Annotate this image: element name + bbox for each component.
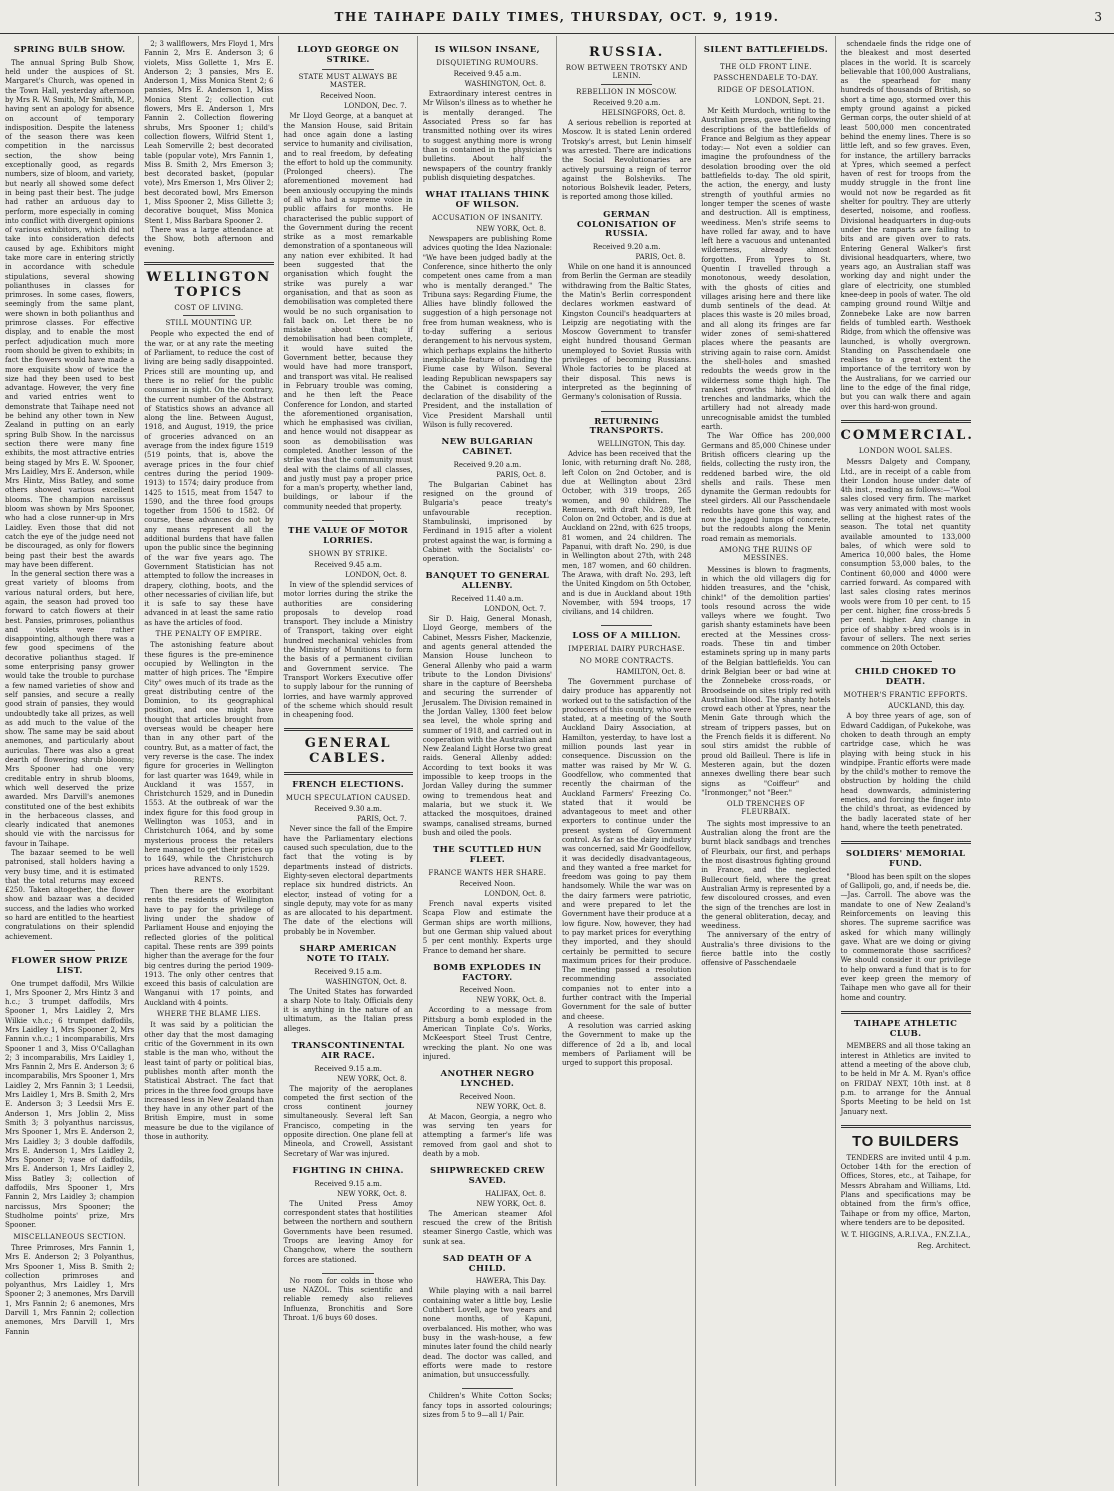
article-body: schendaele finds the ridge one of the bleakest and most deserted places in the world. It is scarcely believable that 100,000 Australians, as the spearhead for many hundreds of thousands of British, so short a time ago, stormed over this empty ground against a picked German corps, the outer shield of at least 500,000 men concentrated behind the enemy lines. There is so little left, and so few graves. Even, for instance, the artillery barracks at Ypres, which seemed a perfect haven of rest for troops from the muddy struggle in the front line would not now be regarded as fit shelter for poultry. They are utterly deserted, noisome, and roofless. Divisional headquarters in dug-outs under the ramparts are failing to bits and are given over to rats. Entering General Walker's first divisional headquarters, where, two years ago, an Australian staff was working day and night under the glare of electricity, one stumbled knee-deep in pools of water. The old camping ground round Wiltje and Zonnebeke Lake are now barren fields of tumbled earth. Westhoek Ridge, from which the offensive was launched, is wholly overgrown. Standing on Passchendaele one realises to a great extent the importance of the territory won by the Australians, for we carried our line to the edge of the final ridge, but you can walk there and again over this hard-won ground. [840,40,971,411]
article-body: Sir D. Haig, General Monash, Lloyd George, members of the Cabinet, Messrs Fisher, Mackenzie, and agents general attended the Mansion House luncheon to General Allenby who paid a warm tribute to the London Divisions' share in the capture of Beersheba and securing the surrender of Jerusalem. The Division remained in the Jordan Valley, 1300 feet below sea level, the whole spring and summer of 1918, and carried out in cooperation with the Australian and New Zealand Light Horse two great raids. General Allenby added: According to text books it was impossible to keep troops in the Jordan Valley during the summer owing to tremendous heat and malaria, but we stuck it. We attacked the mosquitoes, drained swamps, canalised streams, burned bush and oiled the pools. [422,615,552,837]
subheading: REBELLION IN MOSCOW. [576,87,678,96]
subheading: STATE MUST ALWAYS BE MASTER. [298,72,398,89]
dateline: HELSINGFORS, Oct. 8. [601,109,686,118]
signature-title: Reg. Architect. [917,1242,971,1251]
received-time: Received 9.45 a.m. [314,561,382,569]
dateline: PARIS, Oct. 7. [356,815,407,824]
received-time: Received 9.15 a.m. [314,1064,382,1073]
divider [322,1273,374,1274]
article-body: Mr Lloyd George, at a banquet at the Mansion House, said Britain had once again done a lasting service to humanity and civilisation, and to real freedom, by defeating the effort to hold up the community. (Prolonged cheers). The aforementioned movement had been anxiously occupying the minds of all who had a supreme voice in public affairs for months. He characterised the public support of the Government during the recent strike as a most remarkable demonstration of a spontaneous will any nation ever exhibited. It had been suggested that the organisation which fought the strike was purely a war organisation, and that as soon as demobilisation was completed there would be no such organisation to fall back on. Let there be no mistake about that; if demobilisation had been complete, it would have suited the Government better, because they would have had more transport, and transport was vital. He realised in February trouble was coming, and he then left the Peace Conference for London, and started the aforementioned organisation, which he emphasised was civilian, and hence would not disappear as soon as demobilisation was completed. Another lesson of the strike was that the community must deal with the claims of all classes, and justly must pay a proper price for a man's property, whether land, buildings, or labour if the community needed that property. [283,112,413,511]
subheading: ROW BETWEEN TROTSKY AND LENIN. [565,63,688,81]
received-time: Received 9.20 a.m. [592,243,661,252]
article-prize-list-cont [144,40,273,254]
subheading: THE PENALTY OF EMPIRE. [155,629,263,638]
article-body: People who expected the end of the war, or at any rate the meeting of Parliament, to reduce the cost of living are being sadly disappointed. Prices still are mounting up, and there is no relief for the public consumer in sight. On the contrary, the current number of the Abstract of Statistics shows an advance all along the line. Between August, 1918, and August, 1919, the price of groceries advanced on an average from the index figure 1519 (519 points, that is, above the average prices in the four chief centres during the period 1909-1913) to 1574; dairy produce from 1425 to 1515, meat from 1547 to 1590, and the three food groups together from 1506 to 1582. Of course, these advances do not by any means represent all the additional burdens that have fallen upon the public since the beginning of the war five years ago. The Government Statistician has not attempted to follow the increases in drapery, clothing, boots, and the other necessaries of civilian life, but it is safe to say these have advanced in at least the same ratio as have the articles of food. [144,330,274,627]
subheading: STILL MOUNTING UP. [165,319,253,328]
dateline: LONDON, Sept. 21. [754,96,825,105]
article-body: TENDERS are invited until 4 p.m. October 14th for the erection of Offices, Stores, etc., at Taihape, for Messrs Abraham and Williams, Ltd. Plans and specifications may be obtained from the firm's office, Taihape or from my office, Marton, where tenders are to be deposited. [840,1153,971,1227]
headline: SAD DEATH OF A CHILD. [442,1253,532,1274]
received-time: Received Noon. [320,92,377,101]
headline: CHILD CHOKED TO DEATH. [855,667,957,688]
received-time: Received Noon. [459,1092,516,1101]
column-3 [279,36,418,1486]
advertisement-to-builders [841,1133,971,1250]
article-body: Then there are the exorbitant rents the residents of Wellington have to pay for the privilege of living under the shadow of Parliament House and enjoying the reflected glories of the political capital. These rents are 399 points higher than the average for the four big centres during the period 1909-1913. The only other centres that exceed this basis of calculation are Wanganui with 17 points, and Auckland with 4 points. [144,887,274,1007]
subheading: FRANCE WANTS HER SHARE. [428,868,547,877]
dateline: WELLINGTON, This day. [597,440,686,449]
article-german-colonisation [562,211,691,403]
divider [284,772,413,775]
dateline: LONDON, Oct. 8. [484,890,546,899]
divider [183,315,235,316]
subheading: NO MORE CONTRACTS. [579,656,674,665]
subheading: SHOWN BY STRIKE. [308,549,388,558]
divider [284,728,413,731]
headline: SILENT BATTLEFIELDS. [703,45,829,55]
article-italians [423,191,552,430]
article-body: The American steamer Afol rescued the crew of the British steamer Sinergo Castle, which was sunk at sea. [422,1209,552,1246]
article-body: 2; 3 wallflowers, Mrs Floyd 1, Mrs Fannin 2, Mrs E. Anderson 3; 6 violets, Miss Gollette 1, Mrs E. Anderson 2; 3 pansies, Mrs E. Anderson 1, Miss Monica Stent 2; 6 pansies, Mrs E. Anderson 1, Miss Monica Stent 2; collection cut flowers, Mrs E. Anderson 1, Mrs Fannin 2. Collection flowering shrubs, Mrs Spooner 1; child's collection flowers, Wilfrid Stent 1, Leah Somerville 2; best decorated table (popular vote), Mrs Fannin 1, Miss B. Smith 2, Mrs Emerson 3; best decorated basket, (popular vote), Mrs Emerson 1, Mrs Oliver 2; best decorated bowl, Mrs Emerson 1, Miss Spooner 2, Miss Gillette 3; decorative bouquet, Miss Monica Stent 1, Miss Barbara Spooner 2. [144,40,274,225]
article-body: Mr Keith Murdoch, writing to the Australian press, gave the following descriptions of the battlefields of France and Belgium as they appear today:— Not even a soldier can imagine the profoundness of the desolation brooding over the old battlefields to-day. The old spirit, the action, the energy, and lusty strength of youthful armies no longer temper the scenes of waste and destruction. All is emptiness, weediness. Men's strife seems to have rolled far away, and to have left here a vacuous and untenanted wilderness, already almost forgotten. From Ypres to St. Quentin I travelled through a monotonous, weedy desolation, with the ghosts of cities and villages arising here and there like dumb sentinels of the dead. At places this waste is 20 miles broad, and all along its fringes are far wider zones of semi-shattered places where the peasants are striving again to raise corn. Amidst the shell-holes and smashed redoubts the weeds grow in the wilderness some thigh high. The rankest growths hide the old trenches and landmarks, which the artillery had not already made unrecognisable amidst the tumbled earth. [701,106,831,432]
headline: LOSS OF A MILLION. [572,631,681,642]
dateline: PARIS, Oct. 8. [496,470,546,479]
headline: BANQUET TO GENERAL ALLENBY. [425,571,550,592]
headline: ANOTHER NEGRO LYNCHED. [440,1069,535,1089]
divider [44,950,96,951]
article-hun-fleet [423,846,552,956]
subheading: DISQUIETING RUMOURS. [436,58,539,67]
headline: BOMB EXPLODES IN FACTORY. [433,962,542,983]
article-body: Three Primroses, Mrs Fannin 1, Mrs E. Anderson 2; 3 Polyanthus, Mrs Spooner 1, Miss B. Smith 2; collection primroses and polyanthus, Mrs Laidley 1, Mrs Spooner 2; 3 anemones, Mrs Darvill 1, Mrs Fannin 2; 6 anemones, Mrs Darvill 1, Mrs Fannin 2; collection anemones, Mrs Darvill 1, Mrs Fannin [5,1243,135,1336]
subheading: RIDGE OF DESOLATION. [717,85,815,94]
column-1 [0,36,139,1486]
article-body: The United Press Amoy correspondent states that hostilities between the northern and southern Governments have been resumed. Troops are leaving Amoy for Changchow, where the southern forces are stationed. [283,1199,413,1264]
subheading: MUCH SPECULATION CAUSED. [285,794,411,803]
divider [462,1388,514,1389]
article-child-death [423,1255,552,1381]
divider [144,262,273,265]
article-silent-battlefields-cont [841,40,971,412]
divider [841,841,971,844]
received-time: Received Noon. [459,880,516,889]
dateline: HALIFAX, Oct. 8. [485,1189,546,1198]
article-body: The United States has forwarded a sharp Note to Italy. Officials deny it is anything in the nature of an ultimatum, as the Italian press alleges. [283,987,413,1033]
divider [322,69,374,70]
article-body: The sights most impressive to an Australian along the front are the burnt black sandbags and trenches of Fleurbaix, our first, and perhaps the most disastrous fighting ground in France, and the neglected Bullecourt field, where the great Australian Army is represented by a few discoloured crosses, and even the sign of the trenches are lost in the general obliteration, decay, and weediness. [701,819,831,931]
article-shipwrecked [423,1167,552,1247]
article-china [284,1167,413,1265]
article-body: It was said by a politician the other day that the most damaging critic of the Government in its own stable is the man who, without the least taint of party or political bias, publishes month after month the Statistical Abstract. The fact that prices in the three food groups have increased less in New Zealand than they have in any other part of the British Empire, must in some measure be due to the vigilance of those in authority. [144,1021,274,1141]
headline: RUSSIA. [588,45,665,60]
article-body: The anniversary of the entry of Australia's three divisions to the fierce battle into the costly offensive of Passchendaele [701,931,831,968]
column-5 [557,36,696,1486]
headline: THE SCUTTLED HUN FLEET. [432,845,542,865]
headline: WHAT ITALIANS THINK OF WILSON. [425,190,550,210]
subheading: LONDON WOOL SALES. [858,446,953,455]
dateline: LONDON, Dec. 7. [343,102,407,111]
dateline: NEW YORK, Oct. 8. [476,1102,546,1111]
article-body: The bazaar seemed to be well patronised, stall holders having a very busy time, and it is estimated that the total returns may exceed £250. Taken altogether, the flower show and bazaar was a decided success, and the ladies who worked so hard are entitled to the heartiest congratulations on their splendid achievement. [5,849,135,941]
column-7 [836,36,975,1486]
article-body: A resolution was carried asking the Government to make up the difference of 2d a lb, and local members of Parliament will be urged to support this proposal. [562,1021,692,1068]
article-body: While on one hand it is announced from Berlin the German are steadily withdrawing from the Baltic States, the Matin's Berlin correspondent declares workmen eastward of Kingston Council's headquarters at Leipzig are negotiating with the Moscow Government to transfer eight hundred thousand German unemployed to Soviet Russia with privileges of becoming Russians. Whole factories to be placed at their disposal. This news is interpreted as the beginning of Germany's colonisation of Russia. [562,263,692,402]
dateline: WASHINGTON, Oct. 8. [464,80,546,89]
article-allenby [423,572,552,838]
subheading: MOTHER'S FRANTIC EFFORTS. [843,690,968,699]
divider [841,1011,971,1014]
headline: FRENCH ELECTIONS. [292,780,405,791]
article-body: Extraordinary interest centres in Mr Wilson's illness as to whether he is mentally deranged. The Associated Press so far has transmitted nothing over its wires to suggest anything more is wrong than is contained in the physician's bulletins. About half the newspapers of the country frankly publish disquieting despatches. [422,90,552,182]
article-body: In view of the splendid services of motor lorries during the strike the authorities are considering proposals to develop road transport. They include a Ministry of Transport, taking over eight hundred mechanical vehicles from the Ministry of Munitions to form the basis of a permanent civilian and Government service. The Transport Workers Executive offer to supply labour for the running of lorries, and have warmly approved of the scheme which should result in cheapening food. [283,581,413,720]
dateline: NEW YORK, Oct. 8. [476,1199,546,1208]
columns [0,36,1114,1486]
subheading: COST OF LIVING. [174,303,244,312]
dateline: PARIS, Oct. 8. [635,253,686,262]
article-body: Advice has been received that the Ionic, with returning draft No. 288, left Colon on 2nd October, and is due at Wellington about 23rd October, with 319 troops, 265 women, and 90 children. The Remuera, with draft No. 289, left Colon on 2nd October, and is due at Auckland on 22nd, with 625 troops, 81 women, and 24 children. The Papanui, with draft No. 290, is due in Wellington about 27th, with 248 men, 187 women, and 60 children. The Arawa, with draft No. 293, left the United Kingdom on 5th October, and is due in Auckland about 19th November, with 594 troops, 17 civilians, and 14 children. [562,450,692,617]
subheading: MISCELLANEOUS SECTION. [13,1232,126,1241]
received-time: Received 9.20 a.m. [453,460,522,469]
headline: TO BUILDERS [852,1132,960,1150]
article-body: One trumpet daffodil, Mrs Wilkie 1, Mrs Spooner 2, Mrs Hintz 3 and h.c.; 3 trumpet daffodils, Mrs Spooner 1, Mrs Laidley 2, Mrs Wilkie v.h.c.; 6 trumpet daffodils, Mrs Laidley 1, Mrs Spooner 2, Mrs Fannin v.h.c.; 1 incomparabilis, Mrs Spooner 1 and 3, Miss O'Callaghan 2; 3 incomparabilis, Mrs Laidley 1, Mrs Fannin 2, Mrs E. Anderson 3; 6 incomparabilis, Mrs Spooner 1, Mrs Laidley 2, Mrs Fannin 3; 1 Leedsii, Mrs Laidley 1, Mrs B. Smith 2, Mrs E. Anderson 3; 3 Leedsii Mrs E. Anderson 1, Mrs Joblin 2, Miss Smith 3; 3 polyanthus narcissus, Mrs Spooner 1, Mrs E. Anderson 2, Mrs Laidley 3; 3 double daffodils, Mrs E. Anderson 1, Mrs Laidley 2, Mrs Spooner 3; vase of daffodils, Mrs E. Anderson 1, Mrs Laidley 2, Miss Batley 3; collection of daffodils, Mrs Spooner 1, Mrs Fannin 2, Mrs Laidley 3; champion narcissus, Mrs Spooner; the Studholme points' prize, Mrs Spooner. [5,979,135,1230]
newspaper-title: THE TAIHAPE DAILY TIMES, THURSDAY, OCT. 9, 1919. [334,10,780,24]
headline: THE VALUE OF MOTOR LORRIES. [288,526,409,546]
article-bulb-show [5,46,134,942]
article-body: The War Office has 200,000 Germans and 85,000 Chinese under British officers clearing up the fields, collecting the rusty iron, the reddened barbed wire, the old shells and rails. These men dynamite the German redoubts for steel girders. All our Passchendaele redoubts have gone this way, and now the jagged lumps of concrete, but the redoubts along the Menin road remain as memorials. [701,432,831,543]
article-motor-lorries [284,527,413,720]
received-time: Received 9.30 a.m. [314,805,382,814]
column-4 [418,36,557,1486]
article-body: While playing with a nail barrel containing water a little boy, Leslie Cuthbert Lovell, age two years and none months, of Kapuni, overbalanced. His mother, who was busy in the wash-house, a few minutes later found the child nearly dead. The doctor was called, and efforts were made to restore animation, but unsuccessfully. [422,1287,552,1380]
divider [740,59,792,60]
article-wilson [423,46,552,183]
divider [880,661,932,662]
dateline: NEW YORK, Oct. 8. [476,225,546,234]
column-6 [696,36,835,1486]
article-wellington-topics [144,271,273,1142]
article-russia [562,46,691,203]
article-body: MEMBERS and all those taking an interest in Athletics are invited to attend a meeting of the above club, to be held in Mr A. M. Ryan's office on FRIDAY NEXT, 10th inst. at 8 p.m. to arrange for the Annual Sports Meeting to be held on 1st January next. [840,1042,971,1116]
dateline: HAMILTON, Oct. 8. [615,667,686,676]
dateline: AUCKLAND, this day. [888,702,965,711]
subheading: ACCUSATION OF INSANITY. [432,213,543,222]
article-commercial [840,427,974,654]
headline: TRANSCONTINENTAL AIR RACE. [291,1041,405,1061]
article-body: "Blood has been spilt on the slopes of Gallipoli, go, and, if needs be, die.—Jas. Carroll. The above was the mandate to one of New Zealand's Reinforcements on leaving this shores. The supreme sacrifice was asked for which many willingly gave. What are we doing or giving to commemorate those sacrifices? We should consider it our privilege to help onward a fund that is to for ever keep green the memory of Taihape men who gave all for their home and country. [840,872,971,1002]
subheading: THE OLD FRONT LINE. [719,62,812,71]
page-number: 3 [1094,10,1102,24]
headline: SOLDIERS' MEMORIAL FUND. [845,849,966,869]
headline: GERMAN COLONISATION OF RUSSIA. [576,209,677,240]
headline: NEW BULGARIAN CABINET. [441,437,534,458]
divider [601,84,653,85]
article-body: Messrs Dalgety and Company, Ltd., are in receipt of a cable from their London house under date of 4th inst., reading as follows:—"Wool sales closed very firm. The market was very animated with most wools selling at the highest rates of the season. The total net quantity available amounted to 133,000 bales, of which were sold to America 10,000 bales, the Home consumption 53,000 bales, to the Continent 60,000 and 4000 were carried forward. As compared with last sales closing rates merinos wools were from 10 per cent. to 15 per cent. higher, fine cross-breds 5 per cent. higher. Any change in price of shabby x-bred wools is in favour of sellers. The next series commence on 20th October. [840,458,971,653]
article-air-race [284,1042,413,1159]
dateline: LONDON, Oct. 7. [484,605,546,614]
received-time: Received Noon. [459,986,516,995]
article-french-elections [284,781,413,937]
received-time: Received 9.20 a.m. [592,99,661,108]
article-body: At Macon, Georgia, a negro who was serving ten years for attempting a farmer's life was removed from gaol and shot to death by a mob. [422,1112,552,1158]
divider [841,420,971,423]
article-body: A boy three years of age, son of Edward Caddigan, of Pukekohe, was choken to death through an empty cartridge case, which he was playing with being stuck in his windpipe. Frantic efforts were made by the child's mother to remove the obstruction by holding the child head downwards, administering emetics, and forcing the finger into the child's throat, as evidenced by the badly lacerated state of her hand, where the teeth penetrated. [840,712,971,832]
article-body: According to a message from Pittsburg a bomb exploded in the American Tinplate Co's. Works, McKeesport Steel Trust Centre, wrecking the plant. No one was injured. [422,1006,552,1061]
dateline: HAWERA, This Day. [475,1277,546,1286]
received-time: Received 11.40 a.m. [451,595,524,604]
advertisement-nazol: No room for colds in those who use NAZOL. This scientific and reliable remedy also relieves Influenza, Bronchitis and Sore Throat. 1/6 buys 60 doses. [283,1276,413,1322]
headline: FLOWER SHOW PRIZE LIST. [11,955,128,976]
headline: COMMERCIAL. [840,427,974,443]
article-silent-battlefields [701,46,830,969]
article-body: The astonishing feature about these figures is the pre-eminence occupied by Wellington in the matter of high prices. The "Empire City" owes much of its trade as the great distributing centre of the Dominion, to its geographical position, and one might have thought that articles brought from overseas would be cheaper here than in any other part of the country. But, as a matter of fact, the very reverse is the case. The index figure for groceries in Wellington for last quarter was 1649, while in Auckland it was 1557, in Christchurch 1529, and in Dunedin 1553. At the outbreak of war the index figure for this food group in Wellington was 1053, and in Christchurch 1064, and by some mysterious process the retailers here managed to get their prices up to 1649, while the Christchurch prices have advanced to only 1529. [144,641,274,873]
subheading: RENTS. [194,875,224,884]
received-time: Received 9.15 a.m. [314,1179,382,1188]
headline: TAIHAPE ATHLETIC CLUB. [853,1018,958,1039]
article-memorial-fund [841,850,971,1003]
dateline: LONDON, Oct. 8. [345,571,407,579]
headline: WELLINGTON TOPICS [146,269,272,300]
article-body: A serious rebellion is reported at Moscow. It is stated Lenin ordered Trotsky's arrest, but Lenin himself was arrested. There are indications the Social Revolutionaries are actively pursuing a reign of terror against the Bolsheviks. The notorious Bolshevik leader, Peters, is reported among those killed. [562,119,692,202]
article-lloyd-george [284,46,413,512]
article-prize-list [5,957,134,1337]
article-bulgarian [423,438,552,564]
dateline: NEW YORK, Oct. 8. [337,1189,407,1198]
article-body: The Bulgarian Cabinet has resigned on the ground of Bulgaria's peace treaty's unfavourable reception. Stambulinski, imprisoned by Ferdinand in 1915 after a violent protest against the war, is forming a Cabinet with the Socialists' co-operation. [422,480,552,564]
article-negro-lynched [423,1070,552,1159]
article-body: There was a large attendance at the Show, both afternoon and evening. [144,225,274,253]
advertisement-athletic-club [841,1020,971,1117]
headline: FIGHTING IN CHINA. [292,1165,404,1176]
dateline: NEW YORK, Oct. 8. [476,996,546,1005]
article-body: The majority of the aeroplanes competed the first section of the cross continent journey simultaneously. Several left San Francisco, competing in the opposite direction. One plane fell at Mineola, and Crowell, Assistant Secretary of War was injured. [283,1084,413,1158]
section-heading-general-cables: GENERAL CABLES. [304,736,392,767]
divider [601,625,653,626]
subheading: PASSCHENDAELE TO-DAY. [713,74,819,83]
article-body: The Government purchase of dairy produce has apparently not worked out to the satisfaction of the producers of this country, who were stated, at a meeting of the South Auckland Dairy Association, at Hamilton, yesterday, to have lost a million pounds last year in consequence. Discussion on the matter was raised by Mr W. G. Goodfellow, who commented that recently the chairman of the Auckland Farmers' Freezing Co. stated that it would be advantageous to meet and other exporters to continue under the present system of Government control. As far as the dairy industry was concerned, said Mr Goodfellow, it was decidedly disadvantageous, and they wanted a free market for freedom was going to pay them handsomely. While the war was on the dairy farmers were patriotic, and were prepared to let the Government have their produce at a low figure. Now, however, they had to pay market prices for everything they imported, and they should certainly be permitted to secure maximum prices for their produce. The meeting passed a resolution recommending associated companies not to enter into a further contract with the Imperial Government for the sale of butter and cheese. [562,677,692,1021]
article-body: In the general section there was a great variety of blooms from various natural orders, but here, again, the season had proved too forward to catch flowers at their best. Pansies, primroses, polianthus and violets were rather disappointing, although there was a few good specimens of the decorative polianthus staged. If some enterprising pansy grower would take the trouble to purchase a few named varieties of show and self pansies, and secure a really good strain of pansies, they would undoubtedly take all prizes, as well as add much to the value of the show. The same may be said about anemones, and particularly about auriculas. There was also a great dearth of flowering shrub blooms; Mrs Spooner had one very creditable entry in shrub blooms, which well deserved the prize awarded. Mrs Darvill's anemones constituted one of the best exhibits in the herbaceous classes, and clearly indicated that anemones should vie with the narcissus for favour in Taihape. [5,570,135,848]
headline: SHIPWRECKED CREW SAVED. [429,1166,545,1186]
masthead [0,0,1114,34]
headline: LLOYD GEORGE ON STRIKE. [297,45,400,65]
received-time: Received 9.15 a.m. [314,967,382,976]
headline: SHARP AMERICAN NOTE TO ITALY. [299,944,397,964]
article-body: Newspapers are publishing Rome advices quoting the Idea Nazionale: "We have been judged badly at the Conference, since hitherto the only competent ones came from a man who is mentally deranged." The Tribuna says: Regarding Fiume, the Allies have blindly followed the suggestion of a high personage not free from human weakness, who is to-day suffering a serious derangement to his nervous system, which perhaps explains the hitherto inexplicable feature of handing the Fiume case by Wilson. Several leading Republican newspapers say the Cabinet is considering a declaration of the disability of the President, and the installation of Vice President Marshall until Wilson is fully recovered. [422,235,552,429]
article-body: Messines is blown to fragments, in which the old villagers dig for hidden treasures, and the "chisk, chink!" of the demolition parties' tools resound across the wide valleys where we fought. Two garish shanty estaminets have been erected at the Messines cross-roads. These tin and timber estaminets spring up in many parts of the Belgian battlefields. You can drink Belgian beer or bad wine at the Zonnebeke cross-roads, or Broodseinde on sites triply red with Australian blood. The shanty hotels crowd each other at Ypres, near the Menin Gate through which the stream of trippers passes, but on the French fields it is different. No soul stirs amidst the rubble of proud old Bailleul. There is life in Mesteren again, but the dozen annexes dwelling there bear such signs as "Coiffeur" and "Ironmonger," not "Beer." [701,565,831,797]
column-2 [139,36,278,1486]
article-loss-of-million [562,632,691,1068]
subheading: AMONG THE RUINS OF MESSINES. [719,545,813,563]
divider [841,1125,971,1128]
dateline: WASHINGTON, Oct. 8. [325,977,407,986]
article-body: French naval experts visited Scapa Flow and estimate the German ships are worth millions, but one German ship valued about 5 per cent monthly. Experts urge France to demand her share. [422,900,552,955]
headline: IS WILSON INSANE, [434,45,541,55]
signature: W. T. HIGGINS, A.R.I.V.A., F.N.Z.I.A., [840,1231,971,1240]
article-american-note [284,945,413,1034]
subheading: OLD TRENCHES OF FLEURBAIX. [726,800,805,817]
article-bomb [423,964,552,1062]
divider [322,520,374,521]
article-body: Never since the fall of the Empire have the Parliamentary elections caused such speculation, due to the fact that the voting is by departments instead of districts. Eighty-seven electoral departments replace six hundred districts. An elector, instead of voting for a single deputy, may vote for as many as are allocated to his department. The date of the elections will probably be in November. [283,825,413,936]
divider [601,411,653,412]
subheading: IMPERIAL DAIRY PURCHASE. [568,645,685,654]
article-body: The annual Spring Bulb Show, held under the auspices of St. Margaret's Church, was opened in the Town Hall, yesterday afternoon by Mrs R. W. Smith, Mr Smith, M.P., having sent an apology for absence on account of temporary indisposition. Despite the lateness of the season there was keen competition in the narcissus section, the show being exceptionally good, as regards numbers, size of bloom, and variety, but nearly all showed some defect in being past their best. The judge had rather an arduous day to perform, more especially in coming into conflict with divergent opinions of various exhibitors, which did not take into consideration defects caused by age. Exhibitors might take more care in entering strictly in accordance with schedule stipulations, several showing polianthuses in classes for primroses. In some cases, flowers, seemingly from the same plant, were shown in both polianthus and primrose classes. For effective display, and to enable the most perfect adjudication much more room should be given to exhibits; in fact the flowers would have made a more exquisite show of twice the size had they been used to best advantage. However, the very fine and varied entries went to demonstrate that Taihape need not be behind any other town in New Zealand in putting on an early spring Bulb Show. In the narcissus section there were many fine exhibits, the most attractive entries being staged by Mrs E. W. Spooner, Mrs Laidley, Mrs E. Anderson, while Mrs Hintz, Miss Batley, and some others showed various excellent blooms. The champion narcissus bloom was shown by Mrs Spooner, who had a close runner-up in Mrs Laidley. Even those that did not catch the eye of the judge need not be discouraged, as only for flowers being past their best the awards may have been different. [5,58,135,569]
dateline: NEW YORK, Oct. 8. [337,1074,407,1083]
received-time: Received 9.45 a.m. [453,70,522,79]
headline: RETURNING TRANSPORTS. [589,416,664,437]
article-child-choked [841,668,971,833]
article-transports [562,418,691,618]
subheading: WHERE THE BLAME LIES. [156,1010,261,1019]
advertisement-socks: Children's White Cotton Socks; fancy tops in assorted colourings; sizes from 5 to 9—all 1/ Pair. [422,1392,552,1419]
headline: SPRING BULB SHOW. [13,45,126,55]
